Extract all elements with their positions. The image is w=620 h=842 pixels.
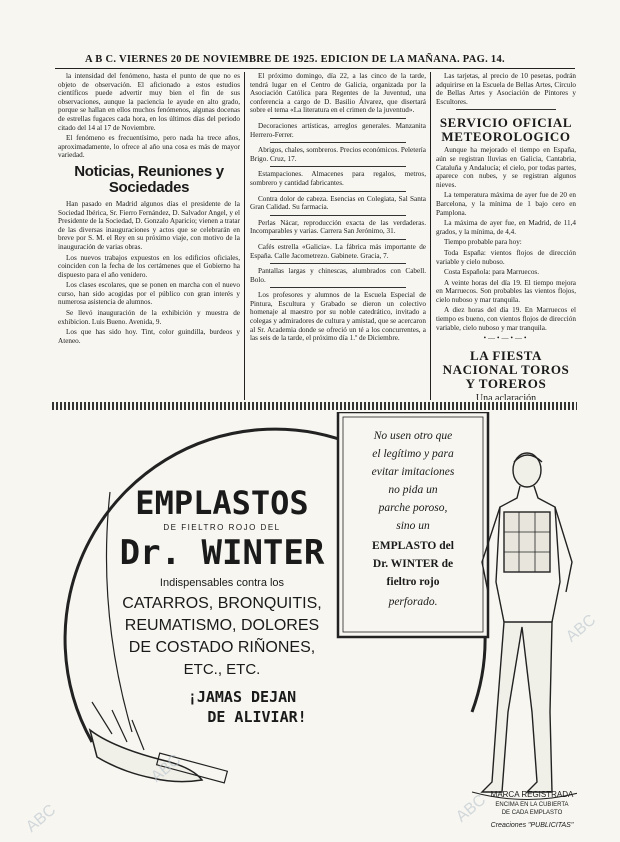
ailment-line: ETC., ETC. bbox=[183, 661, 261, 678]
column-divider bbox=[430, 72, 431, 400]
item-separator bbox=[270, 118, 406, 119]
paragraph: Los nuevos trabajos expuestos en los edificios oficiales, coinciden con la fecha de los certámenes que el Gobierno ha dispuesto para el año venidero. bbox=[58, 253, 240, 279]
notice-item: Pantallas largas y chinescas, alumbrados con Cabell. Bolo. bbox=[250, 267, 426, 284]
ad-credit: Creaciones "PUBLICITAS" bbox=[490, 822, 574, 829]
page-header: A B C. VIERNES 20 DE NOVIEMBRE DE 1925. EDICION DE LA MAÑANA. PAG. 14. bbox=[85, 54, 505, 65]
box-line: el legítimo y para bbox=[372, 448, 454, 460]
section-title: Noticias, Reuniones y Sociedades bbox=[74, 162, 224, 196]
notice-item: El próximo domingo, día 22, a las cinco de la tarde, tendrá lugar en el Centro de Galicia, organizada por la Asociación Católica para Regentes de la Juventud, una conferencia a cargo de D. Basilio Álvarez, que disertará sobre el tema «La literatura en el crimen de la juventud». bbox=[250, 72, 426, 115]
box-line: EMPLASTO del bbox=[372, 540, 454, 552]
watermark: ABC bbox=[148, 751, 185, 786]
item-separator bbox=[270, 263, 406, 264]
item-separator bbox=[456, 109, 556, 110]
notice-item: Contra dolor de cabeza. Esencias en Colegiata, Sal Santa Gran Calidad. Su farmacia. bbox=[250, 194, 426, 212]
trademark-line: MARCA REGISTRADA bbox=[490, 790, 574, 799]
weather-title: SERVICIO OFICIAL METEOROLOGICO bbox=[439, 115, 573, 145]
box-line: fieltro rojo bbox=[386, 576, 440, 588]
item-separator bbox=[270, 287, 406, 288]
paragraph: A veinte horas del día 19. El tiempo mejora en Marruecos. Son probables las vientos flojos, cielo nuboso y mar tranquila. bbox=[436, 278, 576, 304]
box-line: Dr. WINTER de bbox=[372, 558, 454, 570]
box-line: perforado. bbox=[388, 596, 438, 608]
paragraph: El fenómeno es frecuentísimo, pero nada ha trece años, aproximadamente, lo ofrece al año una cosa es más de mayor variedad. bbox=[58, 134, 240, 160]
box-line: no pida un bbox=[388, 484, 438, 496]
paragraph: Tiempo probable para hoy: bbox=[444, 238, 522, 247]
ad-slogan: DE ALIVIAR! bbox=[207, 708, 307, 726]
box-line: evitar imitaciones bbox=[371, 466, 455, 478]
notice-item: Estampaciones. Almacenes para regalos, metros, sombrero y cantidad fabricantes. bbox=[250, 170, 426, 187]
column-2 bbox=[250, 72, 426, 400]
box-line: parche poroso, bbox=[378, 502, 448, 514]
notice-item: Decoraciones artísticas, arreglos generales. Manzanita Herrero-Ferrer. bbox=[250, 121, 426, 139]
paragraph: La temperatura máxima de ayer fue de 20 en Barcelona, y la mínima de 1 bajo cero en Pamplona. bbox=[436, 191, 576, 217]
ad-top-border bbox=[52, 402, 577, 410]
advertisement bbox=[52, 412, 577, 832]
watermark: ABC bbox=[453, 791, 490, 826]
item-separator bbox=[270, 191, 406, 192]
ailment-line: DE COSTADO RIÑONES, bbox=[128, 639, 316, 656]
box-line: sino un bbox=[396, 520, 430, 532]
brand-top: EMPLASTOS bbox=[135, 484, 309, 522]
watermark: ABC bbox=[563, 611, 600, 646]
notice-item: Cafés estrella «Galicia». La fábrica más importante de España. Calle Jacometrezo. Gabinete. Gracia, 7. bbox=[250, 242, 426, 260]
paragraph: Los que has sido hoy. Tint, color guindilla, burdeos y Ateneo. bbox=[58, 328, 240, 345]
ailment-line: REUMATISMO, DOLORES bbox=[124, 617, 320, 634]
trademark-line: ENCIMA EN LA CUBIERTA bbox=[495, 802, 569, 808]
notice-item: Los profesores y alumnos de la Escuela Especial de Pintura, Escultura y Grabado se dieron un colectivo homenaje al maestro por su noble catedrático, invitado a colegas y admiradores de cultura y amistad, que se acercaron al Sr. Academia donde se ofreció un té a los concurrentes, a las seis de la tarde, el próximo día 1.º de Diciembre. bbox=[250, 291, 426, 343]
brand-sub: DE FIELTRO ROJO DEL bbox=[163, 523, 281, 532]
ailment-line: CATARROS, BRONQUITIS, bbox=[122, 595, 322, 612]
trademark-line: DE CADA EMPLASTO bbox=[501, 810, 563, 816]
ad-slogan: ¡JAMAS DEJAN bbox=[187, 688, 297, 706]
item-separator bbox=[270, 215, 406, 216]
ad-arc-inner bbox=[106, 492, 132, 732]
ad-tagline: Indispensables contra los bbox=[159, 577, 285, 589]
column-3 bbox=[436, 72, 576, 400]
notice-item: Abrigos, chales, sombreros. Precios económicos. Peletería Brigo. Cruz, 17. bbox=[250, 146, 426, 163]
paragraph: Han pasado en Madrid algunos días el presidente de la Sociedad Ibérica, Sr. Fierro Fernández, D. Salvador Angel, y el Presidente de la Sociedad, D. Gonzalo Aparicio; vienen a tratar de las diversas inauguraciones y actos que se celebrarán en breve por S. M. el Rey en su próximo viaje, con motivo de la inauguración de varias obras. bbox=[58, 199, 240, 251]
bullfight-subtitle: Una aclaración bbox=[475, 392, 537, 400]
header-rule bbox=[55, 68, 575, 69]
paragraph: La máxima de ayer fue, en Madrid, de 11,4 grados, y la mínima, de 4,4. bbox=[436, 219, 576, 236]
ornament-divider: •—•—•—• bbox=[483, 334, 529, 343]
paragraph: Las tarjetas, al precio de 10 pesetas, podrán adquirirse en la Escuela de Bellas Artes, Círculo de Bellas Artes y Asociación de Pintores y Escultores. bbox=[436, 72, 576, 106]
brand-name: Dr. WINTER bbox=[119, 533, 325, 573]
paragraph: Se llevó inauguración de la exhibición y muestra de exhibicion. Luis Bueno. Avenida, 9. bbox=[58, 309, 240, 326]
column-1 bbox=[58, 72, 240, 400]
item-separator bbox=[270, 142, 406, 143]
watermark: ABC bbox=[23, 801, 60, 836]
notice-item: Perlas Nácar, reproducción exacta de las verdaderas. Incomparables y varias. Carrera San Jerónimo, 31. bbox=[250, 218, 426, 236]
box-line: No usen otro que bbox=[373, 430, 453, 442]
paragraph: la intensidad del fenómeno, hasta el punto de que no es objeto de observación. El aficionado a estos estudios científicos puede advertir muy bien el fin de sus observaciones, aunque la paciencia le ayude en alto grado, porque se hallan en ellos muchos fenómenos, algunas docenas de estrellas fugaces cada hora, en los últimos días del periodo citado del 14 al 17 de Noviembre. bbox=[58, 72, 240, 132]
paragraph: Los clases escolares, que se ponen en marcha con el nuevo curso, han sido acogidas por el público con gran interés y numerosa asistencia de alumnos. bbox=[58, 281, 240, 307]
paragraph: Aunque ha mejorado el tiempo en España, aún se registran lluvias en Galicia, Cantabria, Cataluña y Andalucía; el cielo, por todas partes, aparece con nubes, y se registran algunos nieves. bbox=[436, 146, 576, 189]
item-separator bbox=[270, 239, 406, 240]
paragraph: Costa Española: para Marruecos. bbox=[444, 268, 540, 277]
bullfight-title: LA FIESTA NACIONAL TOROS Y TOREROS bbox=[442, 347, 570, 391]
column-divider bbox=[244, 72, 245, 400]
paragraph: A diez horas del día 19. En Marruecos el tiempo es bueno, con vientos flojos de dirección variable, cielo nuboso y mar tranquila. bbox=[436, 306, 576, 332]
paragraph: Toda España: vientos flojos de dirección variable y cielo nuboso. bbox=[436, 248, 576, 266]
item-separator bbox=[270, 166, 406, 167]
